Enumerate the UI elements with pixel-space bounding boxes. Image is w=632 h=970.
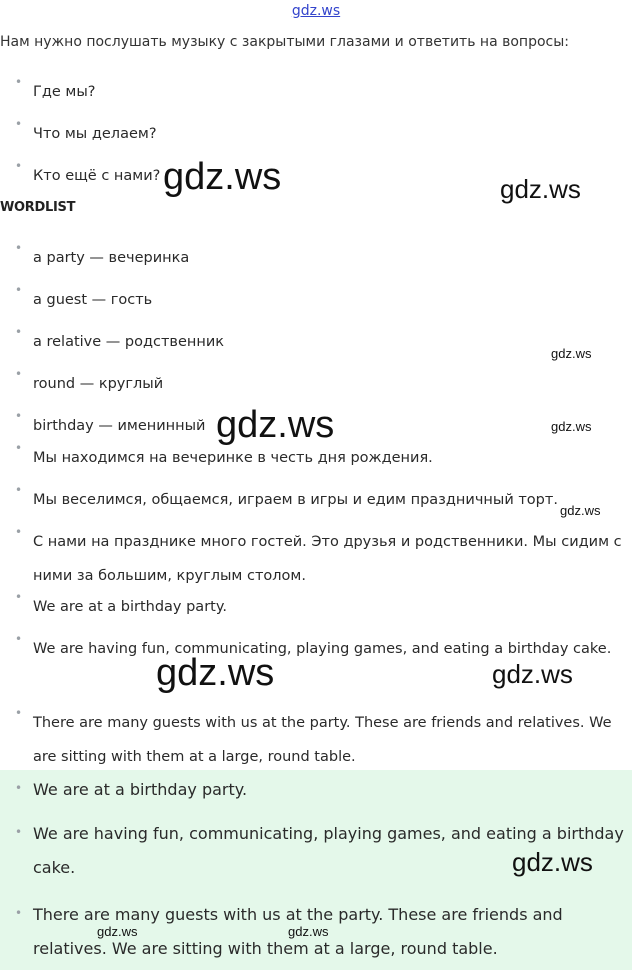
bullet-icon: • bbox=[15, 525, 23, 539]
bullet-icon: • bbox=[15, 409, 23, 423]
watermark: gdz.ws bbox=[512, 847, 593, 877]
watermark: gdz.ws bbox=[551, 346, 592, 361]
wordlist-heading: WORDLIST bbox=[0, 200, 76, 215]
bullet-icon: • bbox=[15, 75, 23, 89]
bullet-icon: • bbox=[15, 325, 23, 339]
bullet-icon: • bbox=[15, 283, 23, 297]
bullet-icon: • bbox=[15, 632, 23, 646]
bullet-icon: • bbox=[15, 706, 23, 720]
bullet-icon: • bbox=[15, 825, 23, 839]
bullet-icon: • bbox=[15, 906, 23, 920]
bullet-icon: • bbox=[15, 117, 23, 131]
bullet-icon: • bbox=[15, 441, 23, 455]
watermark: gdz.ws bbox=[216, 404, 335, 446]
intro-text: Нам нужно послушать музыку с закрытыми глазами и ответить на вопросы: bbox=[0, 34, 569, 50]
highlighted-answer-box: • We are at a birthday party. • We are having fun, communicating, playing games, and eating a birthday cake. • There are many guests with us at the party. These are friends and relatives. We are sitting with them at a large, round table. bbox=[0, 770, 632, 970]
watermark: gdz.ws bbox=[156, 652, 275, 694]
bullet-icon: • bbox=[15, 590, 23, 604]
watermark: gdz.ws bbox=[163, 156, 282, 198]
watermark: gdz.ws bbox=[560, 503, 601, 518]
bullet-icon: • bbox=[15, 781, 23, 795]
watermark: gdz.ws bbox=[288, 924, 329, 939]
bullet-icon: • bbox=[15, 159, 23, 173]
site-link[interactable]: gdz.ws bbox=[291, 3, 341, 19]
watermark: gdz.ws bbox=[492, 659, 573, 689]
bullet-icon: • bbox=[15, 241, 23, 255]
bullet-icon: • bbox=[15, 483, 23, 497]
watermark: gdz.ws bbox=[551, 419, 592, 434]
watermark: gdz.ws bbox=[97, 924, 138, 939]
bullet-icon: • bbox=[15, 367, 23, 381]
watermark: gdz.ws bbox=[500, 174, 581, 204]
